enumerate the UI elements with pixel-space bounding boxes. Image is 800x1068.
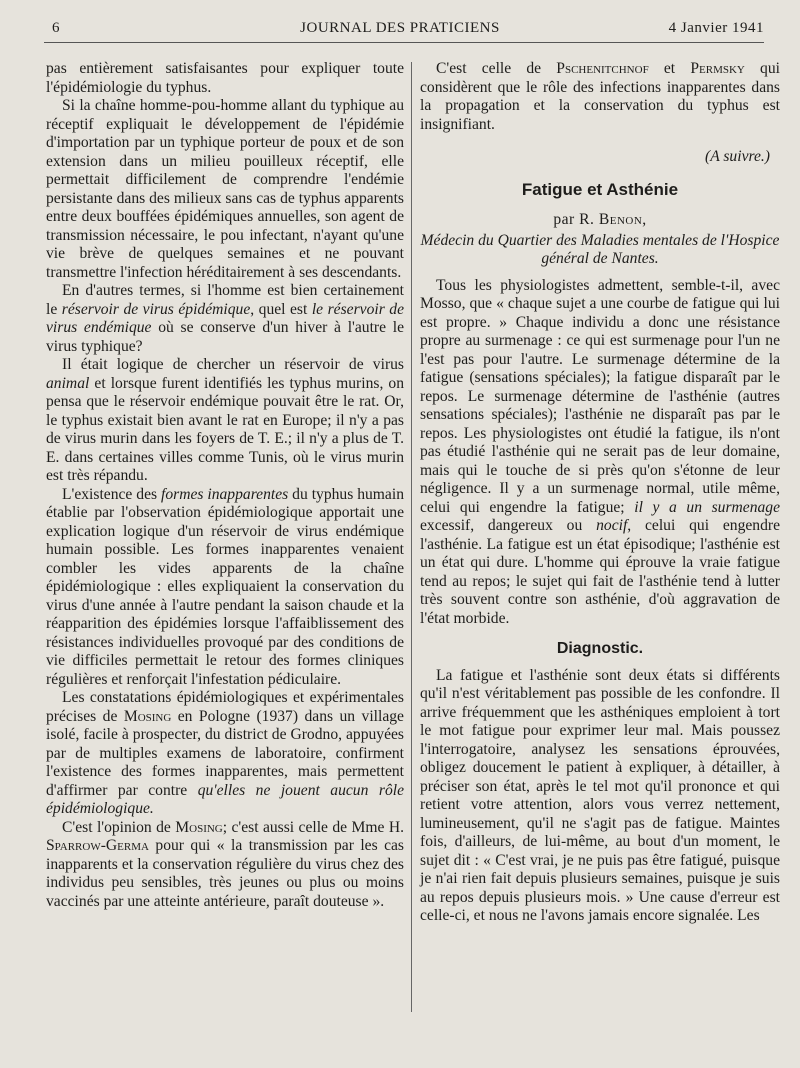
page-header [0,14,800,42]
paragraph: Il était logique de chercher un réservoir de virus animal et lorsque furent identifiés les typhus murins, on pensa que le réservoir endémique pouvait être le rat. Or, le typhus existait bien avant le rat en Europe; il n'y a pas de virus murin dans les foyers de T. E.; il n'y a plus de T. E. dans certaines villes comme Tunis, où le virus murin est très répandu. [46,356,404,484]
header-rule [44,42,764,43]
paragraph: C'est l'opinion de Mosing; c'est aussi celle de Mme H. Sparrow-Germa pour qui « la transmission par les cas inapparents et la conservation régulière du virus chez des individus peu sensibles, très jeunes ou plus ou moins vaccinés par une atteinte antérieure, paraît douteuse ». [46,818,404,910]
article-title: Fatigue et Asthénie [521,179,679,199]
journal-title: JOURNAL DES PRATICIENS [300,20,500,36]
paragraph: pas entièrement satisfaisantes pour expliquer toute l'épidémiologie du typhus. [46,60,404,96]
to-follow-note: (A suivre.) [705,148,770,165]
paragraph: Les constatations épidémiologiques et expérimentales précises de Mosing en Pologne (1937) dans un village isolé, facile à prospecter, du district de Grodno, appuyées par de multiples examens de laboratoire, confirment l'existence des formes inapparentes, mais permettent d'affirmer par contre qu'elles ne jouent aucun rôle épidémiologique. [46,689,404,817]
issue-date: 4 Janvier 1941 [668,20,764,36]
article-author: par R. Benon, [553,211,647,228]
author-affiliation: Médecin du Quartier des Maladies mentales de l'Hospice général de Nantes. [420,231,780,267]
section-heading: Diagnostic. [556,640,644,657]
right-column [420,60,780,926]
page-number: 6 [52,20,60,36]
paragraph: L'existence des formes inapparentes du typhus humain établie par l'observation épidémiologique apportait une explication logique d'un réservoir de virus endémique humain possible. Les formes inapparentes venaient combler les vides apparents de la chaîne épidémiologique : elles expliquaient la conservation du virus d'une année à l'autre pendant la saison chaude et la réapparition des épidémies lorsque l'affaiblissement des résistances individuelles provoqué par des conditions de vie difficiles permettait le retour des formes cliniques régulières et renforçait l'infestation pédiculaire. [46,485,404,688]
left-column [46,60,404,911]
paragraph: La fatigue et l'asthénie sont deux états si différents qu'il n'est véritablement pas possible de les confondre. Il arrive fréquemment que les asthéniques emploient à tort le mot fatigue pour exprimer leur mal. Mais poussez l'interrogatoire, analysez les sensations éprouvées, obligez doucement le patient à expliquer, à détailler, à préciser son état, après le tel mot qu'il prononce et qui retient votre attention, alors vous verrez nettement, lumineusement, qu'il ne s'agit pas de fatigue. Maintes fois, d'ailleurs, de lui-même, au bout d'un moment, le sujet dit : « C'est vrai, je ne puis pas être fatigué, puisque je n'ai rien fait depuis plusieurs semaines, puisque je suis au repos depuis plusieurs mois. » Une cause d'erreur est celle-ci, et nous ne l'avons jamais encore signalée. Les [420,666,780,924]
paragraph: C'est celle de Pschenitchnof et Permsky qui considèrent que le rôle des infections inapparentes dans la propagation et la conservation du typhus est insignifiant. [420,60,780,133]
column-divider [411,62,412,1012]
paragraph: Si la chaîne homme-pou-homme allant du typhique au réceptif expliquait le développement de l'épidémie d'importation par un typhique porteur de poux et de son extension dans un milieu pouilleux réceptif, elle permettait difficilement de comprendre l'endémie persistante dans des milieux sans cas de typhus apparents entre deux bouffées épidémiques annuelles, son agent de transmission nécessaire, le pou infectant, n'ayant qu'une vie brève de quelques semaines et ne pouvant transmettre l'infection héréditairement à ses descendants. [46,97,404,281]
paragraph: Tous les physiologistes admettent, semble-t-il, avec Mosso, que « chaque sujet a une courbe de fatigue qui lui est propre. » Chaque individu a donc une résistance propre au surmenage : ce qui est surmenage pour l'un ne l'est pas pour l'autre. Le surmenage détermine de la fatigue (sensations spéciales); la fatigue disparaît par le repos. Le surmenage détermine de l'asthénie (autres sensations spéciales); l'asthénie ne disparaît pas par le repos. Les physiologistes ont étudié la fatigue, ils n'ont pas étudié l'asthénie qui ne serait pas de leur domaine, mais qui le touche de si près qu'on s'étonne de leur négligence. Il y a un surmenage normal, utile même, celui qui engendre la fatigue; il y a un surmenage excessif, dangereux ou nocif, celui qui engendre l'asthénie. La fatigue est un état épisodique; l'asthénie est un état qui dure. L'homme qui éprouve la vraie fatigue tend au repos; le sujet qui fait de l'asthénie tend à lutter très souvent contre son asthénie, d'où aggravation de l'état morbide. [420,276,781,627]
paragraph: En d'autres termes, si l'homme est bien certainement le réservoir de virus épidémique, quel est le réservoir de virus endémique où se conserve d'un hiver à l'autre le virus typhique? [46,282,404,355]
